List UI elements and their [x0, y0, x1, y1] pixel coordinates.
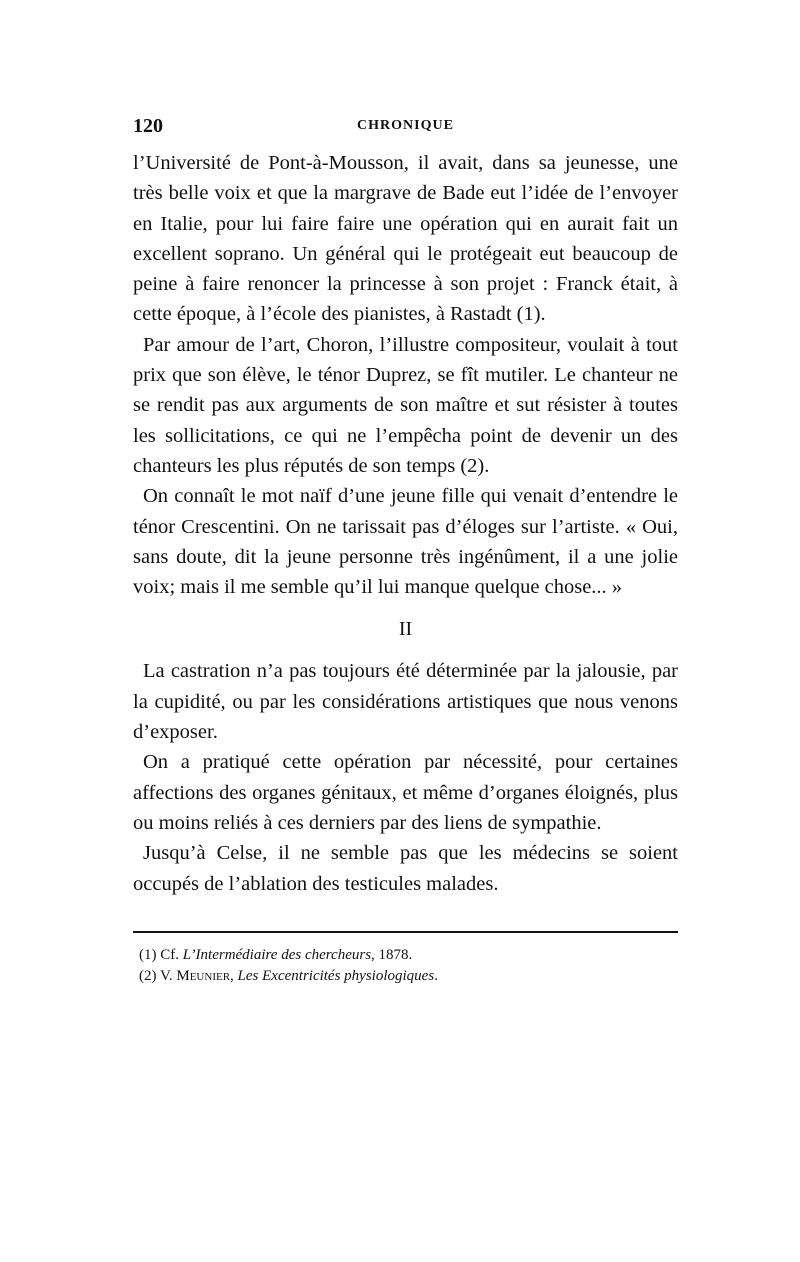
- footnote-marker: (1) Cf.: [139, 946, 179, 963]
- running-head: CHRONIQUE: [357, 118, 454, 133]
- section-heading: II: [398, 618, 413, 641]
- footnote: [133, 966, 678, 987]
- paragraph: On a pratiqué cette opération par nécessité, pour certaines affections des organes génitaux, et même d’organes éloignés, plus ou moins reliés à ces derniers par des liens de sympathie.: [133, 751, 678, 834]
- page-number: 120: [133, 115, 163, 137]
- footnote: [133, 945, 678, 966]
- footnote-separator: ,: [230, 967, 234, 984]
- paragraph: Par amour de l’art, Choron, l’illustre compositeur, voulait à tout prix que son élève, le ténor Duprez, se fît mutiler. Le chanteur ne se rendit pas aux arguments de son maître et sut résister à toutes les sollicitations, ce qui ne l’empêcha point de devenir un des chanteurs les plus réputés de son temps (2).: [133, 333, 678, 477]
- paragraph: On connaît le mot naïf d’une jeune fille qui venait d’entendre le ténor Crescentini. On ne tarissait pas d’éloges sur l’artiste. « Oui, sans doute, dit la jeune personne très ingénûment, il a une jolie voix; mais il me semble qu’il lui manque quelque chose... »: [133, 485, 678, 599]
- paragraph: Jusqu’à Celse, il ne semble pas que les médecins se soient occupés de l’ablation des testicules malades.: [133, 842, 678, 895]
- footnote-rest: .: [434, 967, 438, 984]
- book-page: [133, 112, 678, 987]
- footnote-divider: [133, 931, 678, 933]
- footnote-title: Les Excentricités physiologiques: [237, 967, 435, 984]
- footnote-marker: (2) V.: [139, 967, 173, 984]
- footnote-author: Meunier: [176, 967, 231, 984]
- page-header: [133, 112, 678, 140]
- footnote-title: L’Intermédiaire des chercheurs: [182, 946, 372, 963]
- footnote-rest: , 1878.: [371, 946, 413, 963]
- footnotes: [133, 945, 678, 987]
- body-text: [133, 148, 678, 899]
- paragraph: La castration n’a pas toujours été déterminée par la jalousie, par la cupidité, ou par les considérations artistiques que nous venons d’exposer.: [133, 660, 678, 744]
- paragraph: l’Université de Pont-à-Mousson, il avait, dans sa jeunesse, une très belle voix et que la margrave de Bade eut l’idée de l’envoyer en Italie, pour lui faire faire une opération qui en aurait fait un excellent soprano. Un général qui le protégeait eut beaucoup de peine à faire renoncer la princesse à son projet : Franck était, à cette époque, à l’école des pianistes, à Rastadt (1).: [133, 152, 678, 326]
